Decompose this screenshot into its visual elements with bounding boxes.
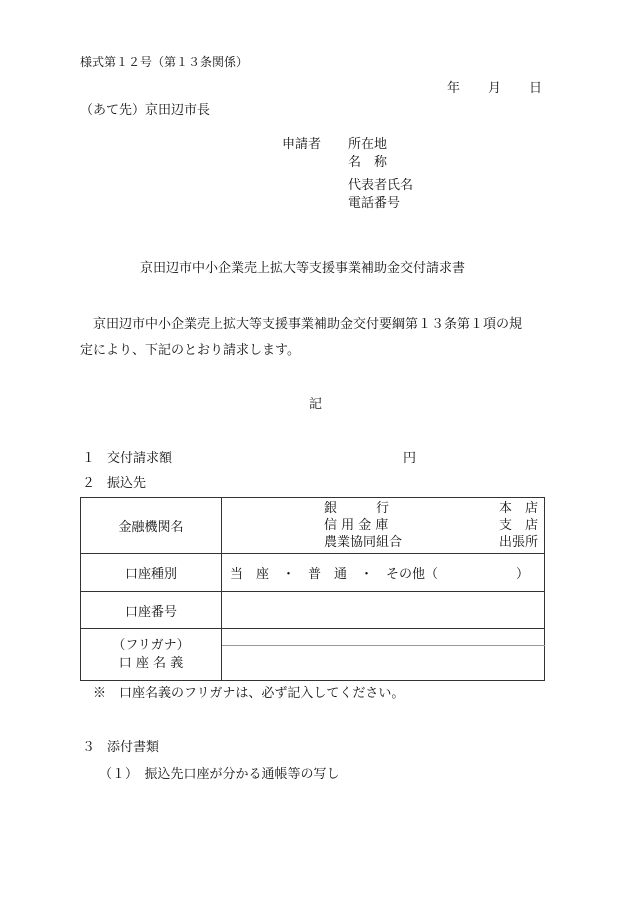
item-1-number: １ [82,451,96,466]
account-number-field[interactable] [222,592,545,629]
inst-type-shinkin: 信 用 金 庫 [324,518,389,533]
holder-field[interactable] [222,646,545,681]
institution-label: 金融機関名 [81,498,222,554]
item-2-number: ２ [82,476,96,491]
applicant-representative: 代表者氏名 [348,178,414,193]
branch-type-branch: 支 店 [499,518,539,533]
account-type-label: 口座種別 [81,554,222,592]
attachment-1: （１） 振込先口座が分かる通帳等の写し [99,767,340,782]
date-month: 月 [488,81,502,96]
applicant-phone: 電話番号 [348,196,401,211]
holder-label-cell [81,629,222,681]
item-2-label: 振込先 [107,476,147,491]
row-account-type [81,554,545,592]
item-3-number: ３ [82,740,96,755]
holder-label: 口 座 名 義 [118,655,184,671]
row-account-number [81,592,545,629]
institution-cell[interactable] [222,498,545,554]
branch-type-sub: 出張所 [499,535,539,550]
ki-heading: 記 [309,397,323,412]
inst-type-ja: 農業協同組合 [324,535,403,550]
addressee: （あて先）京田辺市長 [80,103,211,118]
applicant-name: 名 称 [348,155,388,170]
form-number: 様式第１２号（第１３条関係） [80,55,249,69]
bank-table [80,497,545,681]
applicant-address: 所在地 [348,137,388,152]
date-day: 日 [529,81,543,96]
date-year: 年 [447,81,461,96]
item-1-unit: 円 [403,451,417,466]
account-number-label: 口座番号 [81,592,222,629]
furigana-label: （フリガナ） [112,637,190,653]
branch-type-main: 本 店 [499,501,539,516]
account-type-options[interactable]: 当 座 ・ 普 通 ・ その他（ ） [222,554,545,592]
row-institution [81,498,545,554]
document-title: 京田辺市中小企業売上拡大等支援事業補助金交付請求書 [140,261,466,276]
item-1-label: 交付請求額 [107,451,173,466]
inst-type-bank: 銀 行 [324,501,390,516]
applicant-label: 申請者 [282,137,322,152]
item-3-label: 添付書類 [107,740,160,755]
body-line-1: 京田辺市中小企業売上拡大等支援事業補助金交付要綱第１３条第１項の規 [93,317,523,332]
furigana-note: ※ 口座名義のフリガナは、必ず記入してください。 [93,686,405,701]
body-line-2: 定により、下記のとおり請求します。 [80,343,300,358]
furigana-field[interactable] [222,629,545,646]
row-furigana [81,629,545,646]
